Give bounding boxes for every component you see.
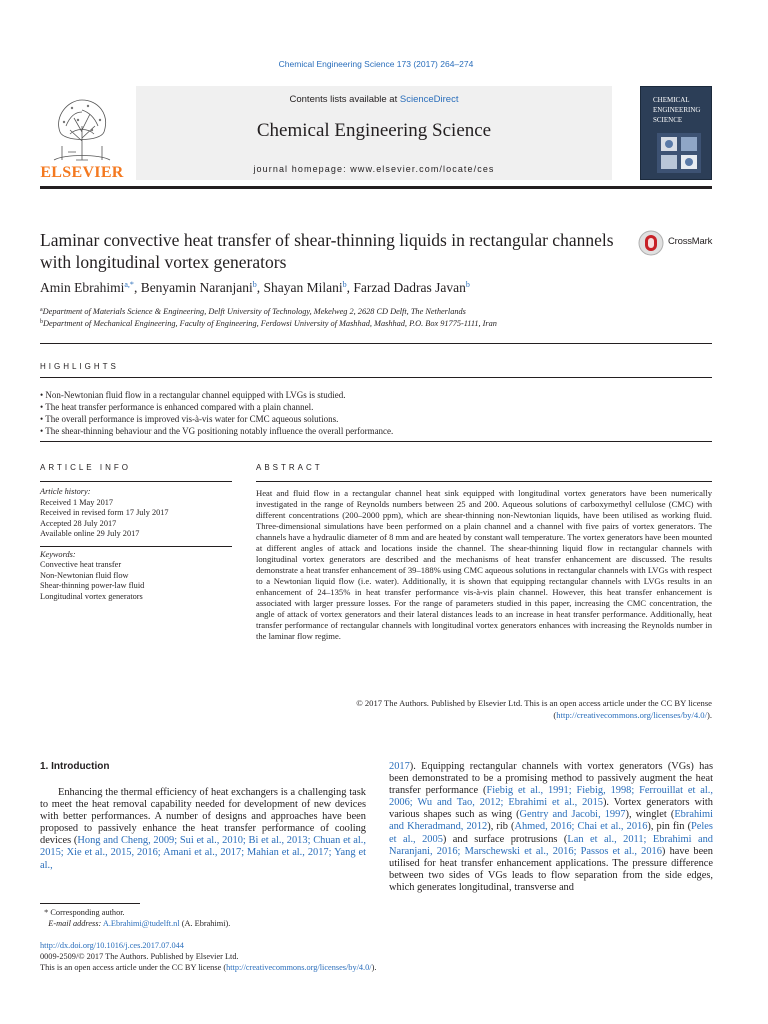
keywords-label: Keywords:	[40, 549, 76, 559]
highlights-heading: HIGHLIGHTS	[40, 362, 119, 371]
journal-homepage[interactable]: journal homepage: www.elsevier.com/locate/ces	[253, 164, 495, 174]
author-name[interactable]: Amin Ebrahimi	[40, 280, 125, 295]
journal-citation[interactable]: Chemical Engineering Science 173 (2017) 264–274	[278, 59, 474, 69]
journal-cover-image[interactable]	[640, 86, 712, 180]
reference-link[interactable]: Fiebig et al., 1991; Fiebig, 1998; Ferrouillat et al., 2006; Wu and Tao, 2012; Ebrahimi et al., 2015	[389, 785, 713, 809]
highlight-item: • The overall performance is improved vis-à-vis water for CMC aqueous solutions.	[40, 413, 720, 425]
divider	[40, 343, 712, 344]
history-item: Received 1 May 2017	[40, 497, 114, 507]
intro-paragraph-right: 2017). Equipping rectangular channels with vortex generators (VGs) has been demonstrated to be a promising method to passively augment the heat transfer performance (Fiebig et al., 1991; Fiebig, 1998; Ferrouillat et al., 2006; Wu and Tao, 2012; Ebrahimi et al., 2015). Vortex generators with various shapes such as wing (Gentry and Jacobi, 1997), winglet (Ebrahimi and Kheradmand, 2012), rib (Ahmed, 2016; Chai et al., 2016), pin fin (Peles et al., 2005) and surface protrusions (Lan et al., 2011; Ebrahimi and Naranjani, 2016; Marschewski et al., 2016; Passos et al., 2016) have been utilised for heat transfer enhancement applications. The pressure difference between two sides of VGs leads to flow separation from the side edges, which generates longitudinal, transverse and	[389, 761, 714, 893]
journal-header	[40, 86, 712, 190]
article-title: Laminar convective heat transfer of shear-thinning liquids in rectangular channels with longitudinal vortex generators	[40, 230, 614, 272]
article-info	[40, 487, 232, 602]
history-item: Accepted 28 July 2017	[40, 518, 117, 528]
reference-link[interactable]: Lan et al., 2011; Ebrahimi and Naranjani, 2016; Marschewski et al., 2016; Passos et al., 2016	[389, 833, 713, 857]
highlight-item: • The shear-thinning behaviour and the VG positioning notably influence the overall performance.	[40, 425, 720, 437]
affiliations	[40, 305, 720, 329]
divider	[40, 481, 232, 482]
reference-link[interactable]: 2017	[389, 761, 410, 772]
crossmark-button[interactable]	[638, 230, 718, 254]
author-affiliation-marker[interactable]: b	[252, 280, 257, 289]
author-affiliation-marker[interactable]: b	[465, 280, 470, 289]
doi-link[interactable]: http://dx.doi.org/10.1016/j.ces.2017.07.044	[40, 941, 184, 950]
author-name[interactable]: Farzad Dadras Javan	[353, 280, 466, 295]
history-item: Received in revised form 17 July 2017	[40, 508, 169, 517]
affiliation-a: $^a$Department of Materials Science & Engineering, Delft University of Technology, Mekelweg 2, 2628 CD Delft, The Netherlands	[40, 307, 466, 316]
license-link[interactable]: http://creativecommons.org/licenses/by/4.0/	[556, 710, 707, 720]
footnote: * Corresponding author. E-mail address: A.Ebrahimi@tudelft.nl (A. Ebrahimi).	[44, 908, 231, 928]
cover-artwork	[657, 133, 701, 173]
divider	[40, 377, 712, 378]
history-item: Available online 29 July 2017	[40, 529, 140, 538]
reference-link[interactable]: Gentry and Jacobi, 1997	[519, 809, 626, 821]
reference-link[interactable]: Hong and Cheng, 2009; Sui et al., 2010; Bi et al., 2013; Chuan et al., 2015; Xie et al., 2015, 2016; Amani et al., 2017; Mahian et al., 2017; Yang et al.,	[40, 835, 367, 871]
crossmark-icon	[638, 230, 664, 256]
author-list: Amin Ebrahimi$^{a,*}$, Benyamin Naranjani$^b$, Shayan Milani$^b$, Farzad Dadras Javan$^b$	[40, 280, 470, 295]
keyword-item: Longitudinal vortex generators	[40, 591, 143, 601]
issn-line: 0009-2509/© 2017 The Authors. Published by Elsevier Ltd.	[40, 951, 239, 961]
cover-title: CHEMICAL ENGINEERING SCIENCE	[653, 96, 701, 124]
crossmark-label: CrossMark	[668, 236, 713, 247]
journal-title: Chemical Engineering Science	[256, 120, 492, 141]
contents-line: Contents lists available at ScienceDirect	[289, 94, 459, 105]
email-link[interactable]: A.Ebrahimi@tudelft.nl	[102, 918, 180, 928]
publication-footer: http://dx.doi.org/10.1016/j.ces.2017.07.044 0009-2509/© 2017 The Authors. Published by Elsevier Ltd. This is an open access article under the CC BY license (http://creativecommons.org/licenses/by/4.0/).	[40, 941, 720, 973]
sciencedirect-link[interactable]: ScienceDirect	[399, 94, 459, 105]
author-name[interactable]: Benyamin Naranjani	[140, 280, 253, 295]
abstract-license: © 2017 The Authors. Published by Elsevier Ltd. This is an open access article under the CC BY license (http://creativecommons.org/licenses/by/4.0/).	[356, 698, 712, 720]
footnote-rule	[40, 903, 140, 904]
keyword-item: Non-Newtonian fluid flow	[40, 570, 129, 580]
divider	[256, 481, 712, 482]
reference-link[interactable]: Peles et al., 2005	[389, 821, 713, 845]
divider	[40, 441, 712, 442]
journal-header-band	[136, 86, 612, 180]
affiliation-b: $^b$Department of Mechanical Engineering, Faculty of Engineering, Ferdowsi University of Mashhad, Mashhad, P.O. Box 91775-1111, Iran	[40, 319, 497, 328]
section-heading: 1. Introduction	[40, 761, 110, 772]
intro-paragraph-left: Enhancing the thermal efficiency of heat exchangers is a challenging task to meet the heat removal capability needed for development of new devices with better performances. A number of designs and approaches have been proposed to passively enhance the heat transfer performance of cooling devices (Hong and Cheng, 2009; Sui et al., 2010; Bi et al., 2013; Chuan et al., 2015; Xie et al., 2015, 2016; Amani et al., 2017; Mahian et al., 2017; Yang et al.,	[40, 787, 367, 871]
author-affiliation-marker[interactable]: a,*	[124, 280, 134, 289]
divider	[40, 546, 232, 547]
header-rule	[40, 186, 712, 189]
abstract-heading: ABSTRACT	[256, 463, 323, 472]
history-label: Article history:	[40, 487, 91, 496]
keyword-item: Convective heat transfer	[40, 560, 122, 569]
reference-link[interactable]: Ebrahimi and Kheradmand, 2012	[389, 809, 713, 833]
highlights-list	[40, 389, 720, 437]
reference-link[interactable]: Ahmed, 2016; Chai et al., 2016	[514, 821, 648, 833]
highlight-item: • The heat transfer performance is enhanced compared with a plain channel.	[40, 401, 720, 413]
highlight-item: • Non-Newtonian fluid flow in a rectangular channel equipped with LVGs is studied.	[40, 389, 720, 401]
article-info-heading: ARTICLE INFO	[40, 463, 131, 472]
elsevier-wordmark: ELSEVIER	[40, 164, 124, 181]
license-link[interactable]: http://creativecommons.org/licenses/by/4.0/	[226, 962, 372, 972]
author-name[interactable]: Shayan Milani	[263, 280, 343, 295]
author-affiliation-marker[interactable]: b	[342, 280, 347, 289]
abstract-text: Heat and fluid flow in a rectangular channel heat sink equipped with longitudinal vortex generators have been numerically investigated in the range of Reynolds numbers between 25 and 200. Aqueous solutions of carboxymethyl cellulose (CMC) with different concentrations (200–2000 ppm), which are shear-thinning non-Newtonian liquids, have been utilised as working fluid. Three-dimensional simulations have been performed on a plain channel and a channel with five pairs of vortex generators. The channels have a hydraulic diameter of 8 mm and are heated by constant wall temperature. The vortex generators have been mounted at different angles of attack and locations inside the channel. The shear-thinning liquid flow in rectangular channels with longitudinal vortex generators are described and the mechanisms of heat transfer enhancement are discussed. The results demonstrate a heat transfer enhancement of 39–188% using CMC aqueous solutions in rectangular channels with LVGs with respect to a Newtonian liquid flow (i.e. water). Additionally, it is shown that equipping rectangular channels with LVGs results in an enhancement of 24–135% in heat transfer performance vis-à-vis plain channel. However, this heat transfer enhancement is associated with larger pressure losses. For the range of parameters studied in this paper, increasing the CMC concentration, the angle of attack of vortex generators and their lateral distances leads to an increase in heat transfer performance. Additionally, heat transfer performance of rectangular channels with longitudinal vortex generators enhances with increasing the Reynolds number in the laminar flow regime.	[256, 488, 712, 642]
keyword-item: Shear-thinning power-law fluid	[40, 581, 145, 590]
